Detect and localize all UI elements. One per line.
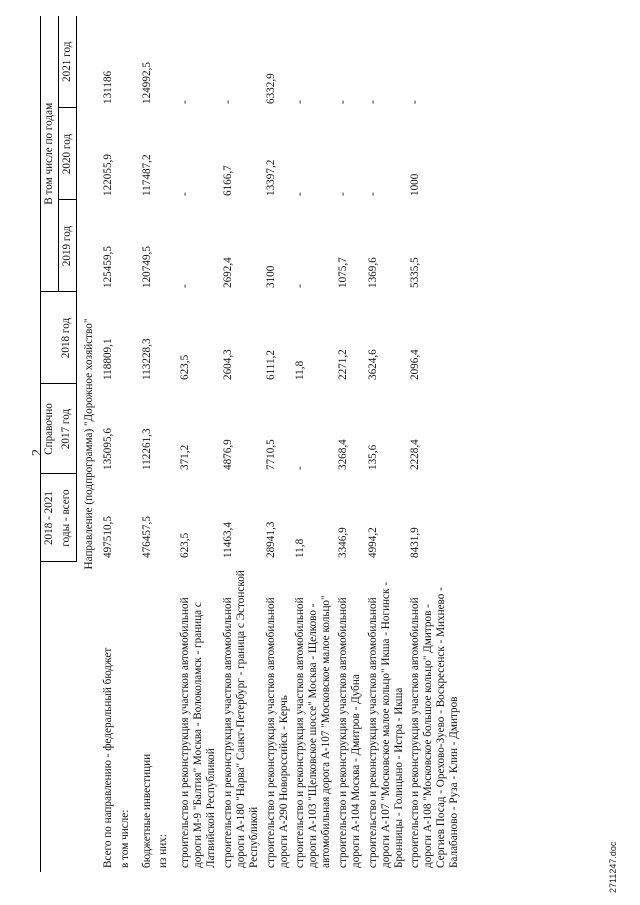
cell-2020: 122055,9 xyxy=(101,154,114,196)
table-body xyxy=(76,16,463,872)
cell-total: 3346,9 xyxy=(337,527,349,558)
row-label: строительство и реконструкция участков автомобильной дороги А-290 Новороссийск - Керчь xyxy=(264,597,290,868)
cell-2018: 623,5 xyxy=(179,354,192,380)
cell-2019: - xyxy=(294,284,307,288)
cell-2017: 7710,5 xyxy=(264,439,277,470)
header-ref-top: Справочно xyxy=(41,384,59,474)
cell-2018: 6111,2 xyxy=(264,350,277,380)
table-row xyxy=(117,16,139,872)
row-label: строительство и реконструкция участков автомобильной дороги М-9 "Балтия" Москва - Волоколамск - граница с Латвийской Республикой xyxy=(179,597,218,868)
cell-2018: 118809,1 xyxy=(101,338,114,380)
cell-2020 xyxy=(155,108,177,200)
cell-2020: 13397,2 xyxy=(264,159,277,196)
cell-2021: - xyxy=(366,100,379,104)
cell-2020 xyxy=(117,108,139,200)
cell-total xyxy=(155,474,177,562)
table-row xyxy=(407,16,463,872)
cell-2017: 2228,4 xyxy=(409,439,422,470)
row-label: строительство и реконструкция участков автомобильной дороги А-180 "Нарва" Санкт-Петербург - граница с Эстонской Республикой xyxy=(222,570,260,868)
cell-2017: 3268,4 xyxy=(337,439,349,470)
budget-table xyxy=(40,16,463,872)
cell-2021: - xyxy=(179,100,192,104)
cell-2019: 3100 xyxy=(264,265,277,288)
header-total-bottom: годы - всего xyxy=(58,474,76,562)
cell-2018: 2604,3 xyxy=(222,349,234,380)
cell-total: 11,8 xyxy=(294,538,307,558)
row-label: строительство и реконструкция участков автомобильной дороги А-104 Москва - Дмитров - Дубна xyxy=(337,597,362,868)
header-2021: 2021 год xyxy=(58,16,76,108)
cell-2021: 124992,5 xyxy=(140,62,153,104)
header-2020: 2020 год xyxy=(58,108,76,200)
section-title: Направление (подпрограмма) "Дорожное хозяйство" xyxy=(82,318,95,570)
table-row xyxy=(263,16,293,872)
header-total-top: 2018 - 2021 xyxy=(41,474,59,562)
cell-2019 xyxy=(155,200,177,292)
cell-2019: 5335,5 xyxy=(409,257,422,288)
cell-2018 xyxy=(117,292,139,384)
cell-2017: 112261,3 xyxy=(140,428,153,470)
cell-2018: 2271,2 xyxy=(337,349,349,380)
cell-2017 xyxy=(155,384,177,474)
cell-2017 xyxy=(117,384,139,474)
cell-2020: - xyxy=(294,192,307,196)
table-header xyxy=(41,16,77,872)
page-number: 2 xyxy=(30,449,45,456)
row-label: Всего по направлению - федеральный бюджет xyxy=(101,647,114,868)
cell-total: 4994,2 xyxy=(366,527,379,558)
cell-2018 xyxy=(155,292,177,384)
cell-total: 476457,5 xyxy=(140,516,153,558)
table-row xyxy=(365,16,408,872)
table-row xyxy=(177,16,220,872)
table-row xyxy=(139,16,156,872)
table-row xyxy=(335,16,365,872)
cell-2019: 1075,7 xyxy=(337,257,349,288)
row-label: из них: xyxy=(157,834,170,868)
row-label: в том числе: xyxy=(118,809,131,868)
cell-2019: 120749,5 xyxy=(140,246,153,288)
cell-2018: 2096,4 xyxy=(409,349,422,380)
cell-2020: 1000 xyxy=(409,173,422,196)
cell-2020: 117487,2 xyxy=(140,154,153,196)
cell-2021 xyxy=(117,16,139,108)
cell-2021: 131186 xyxy=(101,70,114,104)
cell-2017: 371,2 xyxy=(179,444,192,470)
cell-2020: - xyxy=(366,192,379,196)
cell-2017: 135095,6 xyxy=(101,428,114,470)
cell-2020: - xyxy=(337,192,349,196)
header-ref-bottom: 2017 год xyxy=(58,384,76,474)
header-group-label: В том числе по годам xyxy=(41,16,59,292)
cell-2020: 6166,7 xyxy=(222,165,234,196)
cell-2017: 4876,9 xyxy=(222,439,234,470)
cell-2018: 3624,6 xyxy=(366,349,379,380)
cell-2021: - xyxy=(294,100,307,104)
cell-total: 623,5 xyxy=(179,532,192,558)
cell-2018: 11,8 xyxy=(294,360,307,380)
cell-2020: - xyxy=(179,192,192,196)
row-label: строительство и реконструкция участков автомобильной дороги А-108 "Московское большое кольцо" Дмитров - Сергиев Посад - Орехово-Зуево - Воскресенск - Михнево - Балабаново - Руза - Клин - Дмитров xyxy=(409,587,460,868)
cell-2021 xyxy=(155,16,177,108)
header-2018: 2018 год xyxy=(58,292,76,384)
header-2019: 2019 год xyxy=(58,200,76,292)
footer-filename: 2711247.doc xyxy=(608,841,618,893)
cell-2017: 135,6 xyxy=(366,444,379,470)
row-label: строительство и реконструкция участков автомобильной дороги А-107 "Московское малое кольцо" Икша - Ногинск - Бронницы - Голицыно - Истра - Икша xyxy=(366,582,405,868)
cell-2019: 2692,4 xyxy=(222,257,234,288)
cell-total: 8431,9 xyxy=(409,527,422,558)
cell-2019: 1369,6 xyxy=(366,257,379,288)
row-label: бюджетные инвестиции xyxy=(140,753,153,868)
cell-2019: 125459,5 xyxy=(101,246,114,288)
header-2018-spacer xyxy=(41,292,59,384)
table-row xyxy=(155,16,177,872)
cell-2021: 6332,9 xyxy=(264,73,277,104)
cell-total xyxy=(117,474,139,562)
cell-2019 xyxy=(117,200,139,292)
table-row xyxy=(100,16,117,872)
cell-total: 28941,3 xyxy=(264,521,277,558)
cell-2021: - xyxy=(409,100,422,104)
header-label-col xyxy=(41,562,77,872)
cell-total: 497510,5 xyxy=(101,516,114,558)
section-row xyxy=(76,16,99,872)
cell-2021: - xyxy=(337,100,349,104)
cell-2017: - xyxy=(294,466,307,470)
cell-2019: - xyxy=(179,284,192,288)
cell-total: 11463,4 xyxy=(222,522,234,558)
table-row xyxy=(292,16,335,872)
table-row xyxy=(220,16,263,872)
row-label: строительство и реконструкция участков автомобильной дороги А-103 "Щелковское шоссе" Москва - Щелково - автомобильная дорога А-107 "Московское малое кольцо" xyxy=(294,595,333,868)
cell-2021: - xyxy=(222,100,234,104)
cell-2018: 113228,3 xyxy=(140,338,153,380)
